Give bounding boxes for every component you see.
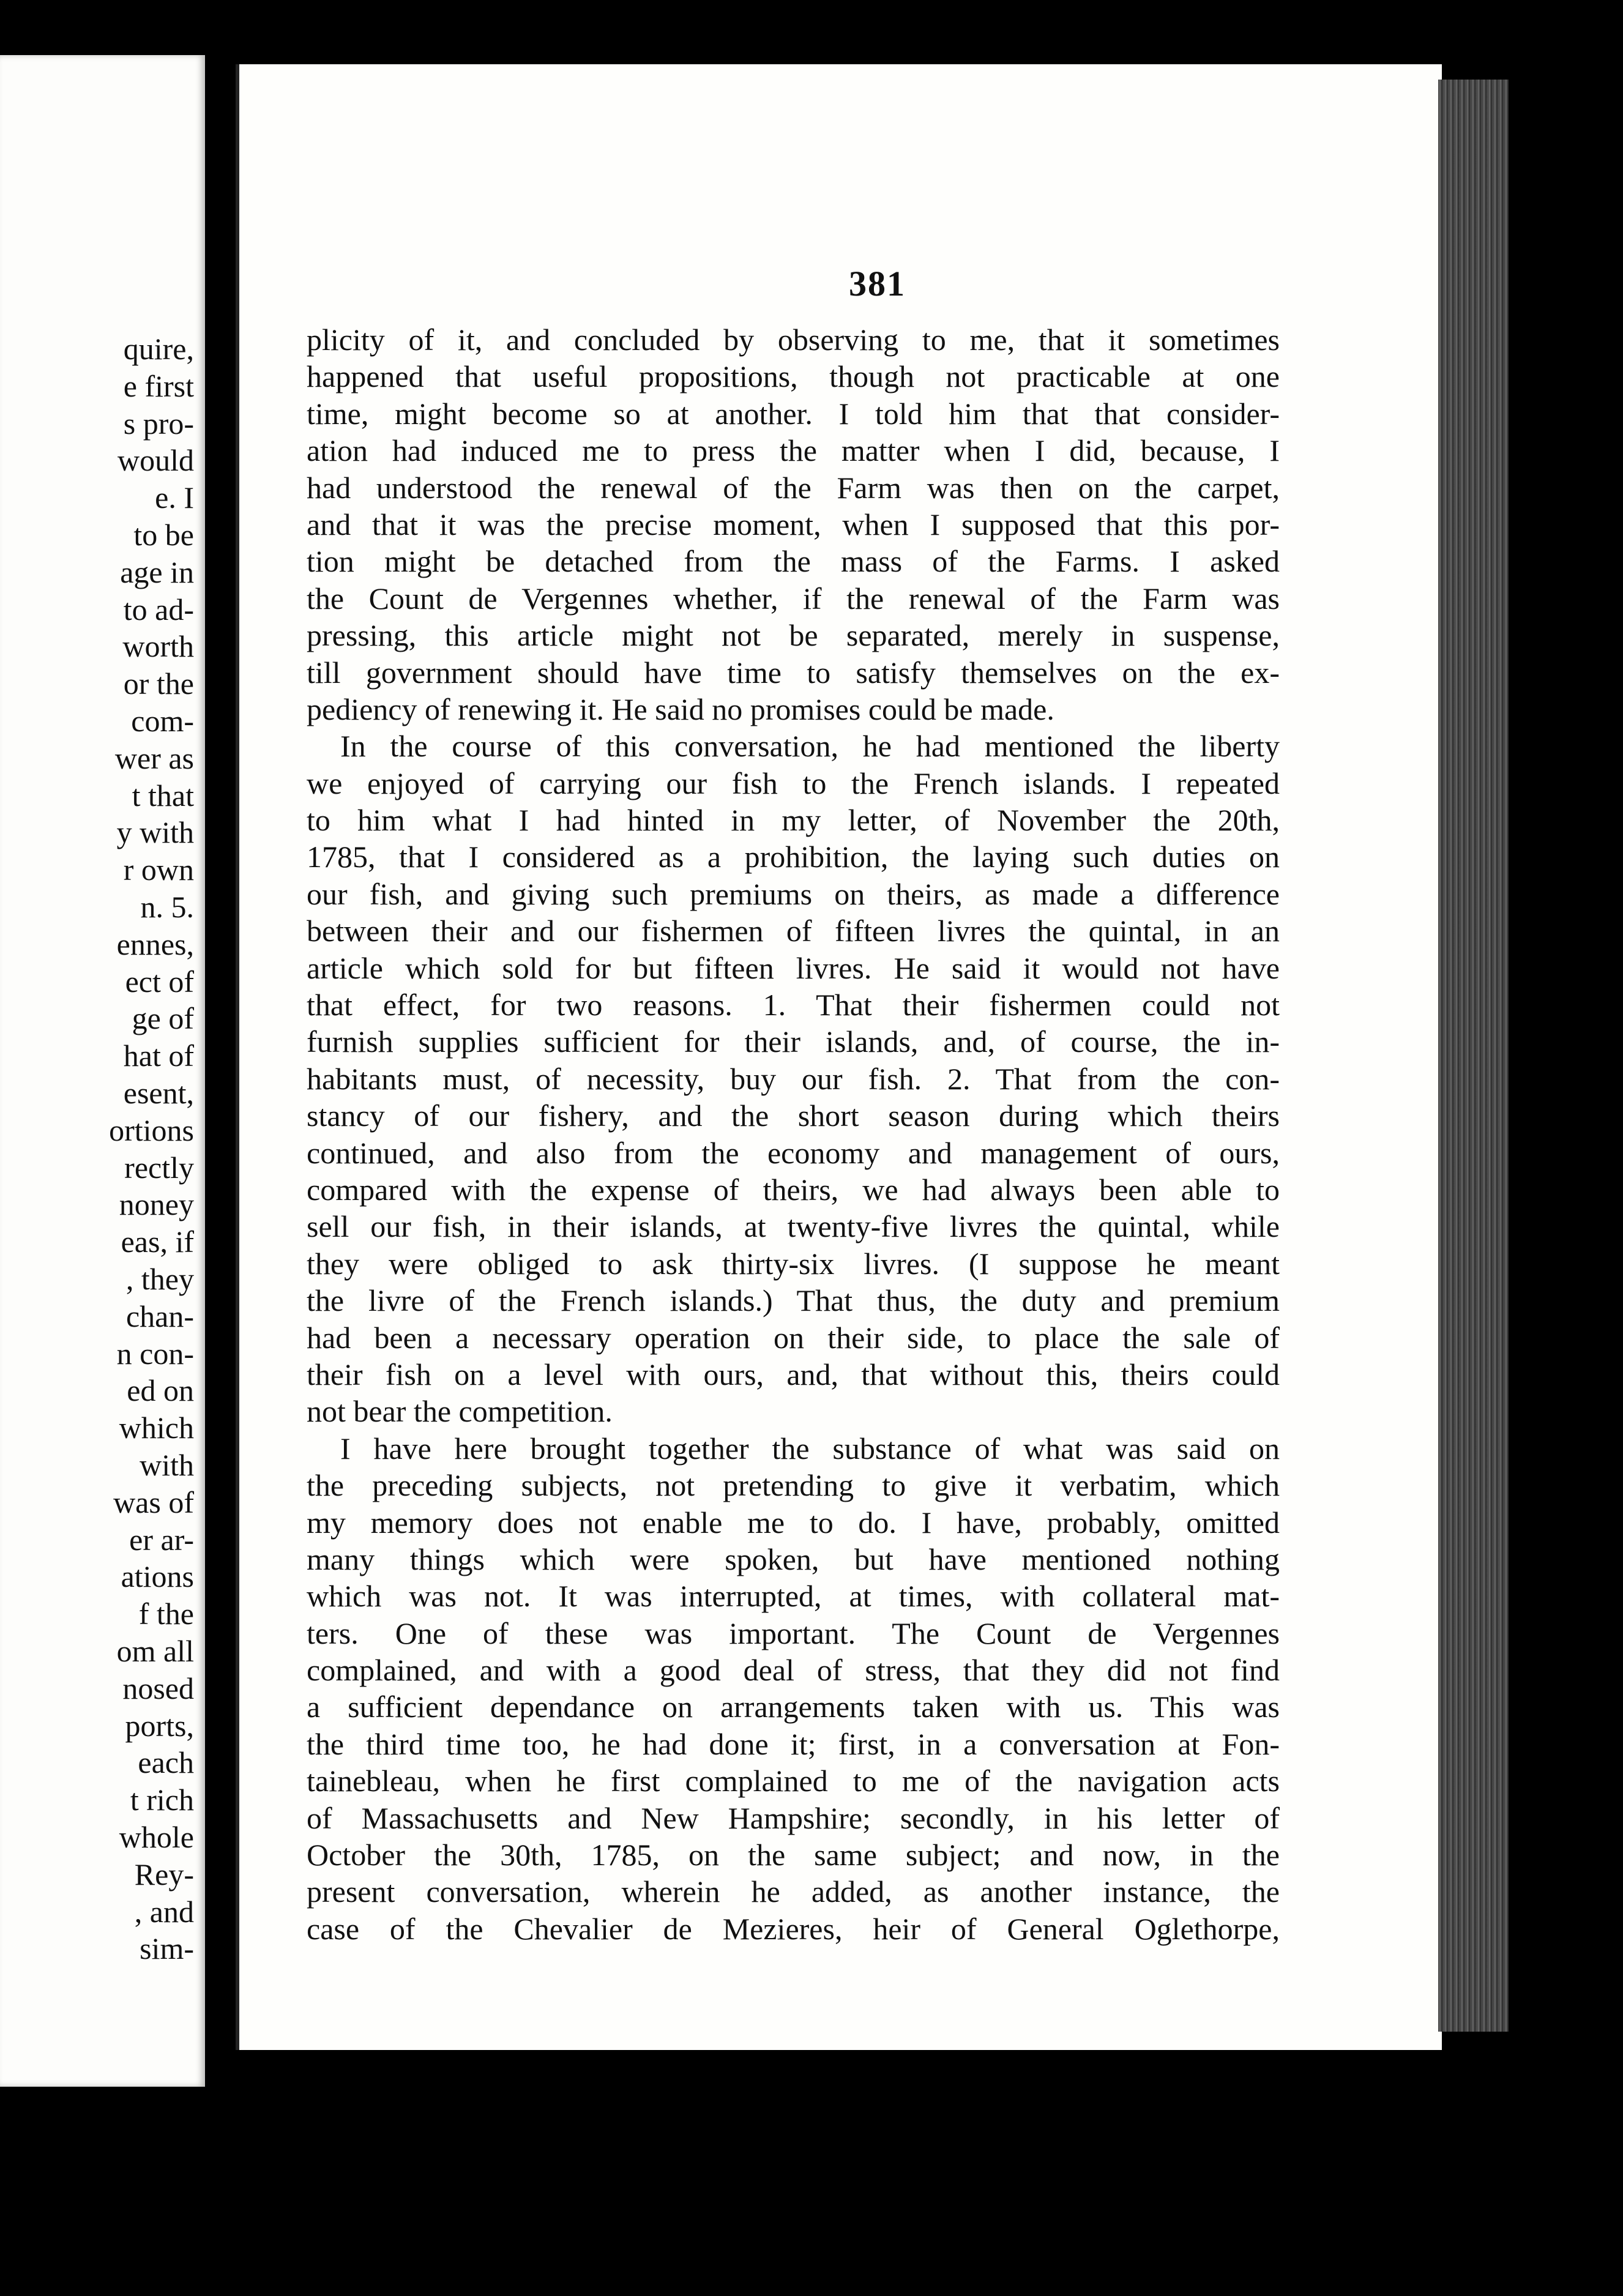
facing-page-line-fragment: esent,	[123, 1076, 194, 1110]
text-line: furnish supplies sufficient for their islands, and, of course, the in-	[307, 1024, 1280, 1059]
text-line: the livre of the French islands.) That thus, the duty and premium	[307, 1283, 1280, 1318]
facing-page-line-fragment: , they	[125, 1262, 194, 1296]
facing-page-line-fragment: wer as	[114, 740, 194, 775]
facing-page-line-fragment: om all	[116, 1634, 194, 1668]
facing-page-line-fragment: e. I	[155, 480, 194, 515]
text-line: their fish on a level with ours, and, that without this, theirs could	[307, 1357, 1280, 1392]
facing-page-line-fragment: , and	[134, 1894, 194, 1929]
text-line: present conversation, wherein he added, as another instance, the	[307, 1874, 1280, 1909]
facing-page-line-fragment: s pro-	[123, 406, 194, 441]
text-line: October the 30th, 1785, on the same subject; and now, in the	[307, 1838, 1280, 1873]
facing-page-line-fragment: to ad-	[123, 592, 194, 627]
text-line: many things which were spoken, but have mentioned nothing	[307, 1541, 1280, 1576]
text-line: case of the Chevalier de Mezieres, heir of General Oglethorpe,	[307, 1911, 1280, 1946]
facing-page-line-fragment: noney	[119, 1187, 194, 1222]
text-line: of Massachusetts and New Hampshire; secondly, in his letter of	[307, 1800, 1280, 1835]
text-line: that effect, for two reasons. 1. That their fishermen could not	[307, 988, 1280, 1023]
facing-page-line-fragment: n con-	[116, 1336, 194, 1371]
text-line: sell our fish, in their islands, at twenty-five livres the quintal, while	[307, 1209, 1280, 1244]
facing-page-line-fragment: age in	[120, 554, 194, 589]
text-line: a sufficient dependance on arrangements taken with us. This was	[307, 1690, 1280, 1724]
text-line: to him what I had hinted in my letter, of November the 20th,	[307, 803, 1280, 838]
facing-page	[0, 55, 205, 2087]
facing-page-line-fragment: hat of	[123, 1038, 194, 1073]
text-line: till government should have time to satisfy themselves on the ex-	[307, 655, 1280, 690]
book-page	[236, 64, 1442, 2050]
facing-page-line-fragment: er ar-	[129, 1522, 194, 1557]
facing-page-line-fragment: nosed	[122, 1671, 194, 1705]
text-line: time, might become so at another. I told him that that consider-	[307, 396, 1280, 431]
text-line: article which sold for but fifteen livres. He said it would not have	[307, 950, 1280, 985]
text-line: plicity of it, and concluded by observing to me, that it sometimes	[307, 322, 1280, 357]
facing-page-line-fragment: Rey-	[134, 1857, 194, 1892]
text-line: between their and our fishermen of fifteen livres the quintal, in an	[307, 914, 1280, 949]
facing-page-line-fragment: t that	[132, 778, 194, 813]
facing-page-line-fragment: ations	[121, 1559, 194, 1594]
text-line: In the course of this conversation, he had mentioned the liberty	[340, 729, 1280, 764]
text-line: the third time too, he had done it; first, in a conversation at Fon-	[307, 1726, 1280, 1761]
facing-page-line-fragment: ennes,	[116, 926, 194, 961]
text-line: had been a necessary operation on their side, to place the sale of	[307, 1320, 1280, 1355]
facing-page-line-fragment: each	[138, 1745, 194, 1780]
facing-page-line-fragment: whole	[119, 1820, 194, 1854]
facing-page-line-fragment: ect of	[125, 964, 194, 999]
text-line: which was not. It was interrupted, at times, with collateral mat-	[307, 1579, 1280, 1614]
facing-page-line-fragment: to be	[133, 518, 194, 552]
text-line: our fish, and giving such premiums on theirs, as made a difference	[307, 876, 1280, 911]
facing-page-line-fragment: chan-	[125, 1299, 194, 1333]
facing-page-line-fragment: ports,	[125, 1708, 194, 1743]
text-line: we enjoyed of carrying our fish to the French islands. I repeated	[307, 766, 1280, 800]
facing-page-line-fragment: would	[118, 443, 194, 478]
text-line: tainebleau, when he first complained to me of the navigation acts	[307, 1764, 1280, 1798]
facing-page-line-fragment: ortions	[109, 1113, 194, 1147]
text-line: the preceding subjects, not pretending to give it verbatim, which	[307, 1468, 1280, 1503]
text-line: ation had induced me to press the matter when I did, because, I	[307, 433, 1280, 468]
text-line: they were obliged to ask thirty-six livres. (I suppose he meant	[307, 1246, 1280, 1281]
text-line: continued, and also from the economy and management of ours,	[307, 1135, 1280, 1170]
text-line: ters. One of these was important. The Count de Vergennes	[307, 1616, 1280, 1650]
text-line: the Count de Vergennes whether, if the renewal of the Farm was	[307, 581, 1280, 616]
facing-page-line-fragment: n. 5.	[140, 890, 194, 924]
text-line: and that it was the precise moment, when I supposed that this por-	[307, 507, 1280, 542]
facing-page-line-fragment: y with	[116, 815, 194, 850]
text-line: complained, and with a good deal of stress, that they did not find	[307, 1653, 1280, 1688]
facing-page-line-fragment: com-	[131, 704, 194, 738]
facing-page-line-fragment: sim-	[140, 1931, 194, 1966]
facing-page-line-fragment: eas, if	[121, 1224, 194, 1259]
text-line: I have here brought together the substance of what was said on	[340, 1431, 1280, 1466]
facing-page-line-fragment: which	[119, 1411, 194, 1445]
text-line: pressing, this article might not be separated, merely in suspense,	[307, 618, 1280, 653]
text-line: pediency of renewing it. He said no promises could be made.	[307, 691, 1054, 726]
facing-page-line-fragment: with	[140, 1448, 194, 1482]
facing-page-line-fragment: quire,	[123, 332, 194, 366]
facing-page-line-fragment: ge of	[132, 1001, 194, 1036]
facing-page-line-fragment: t rich	[130, 1783, 194, 1817]
facing-page-line-fragment: was of	[113, 1485, 194, 1519]
text-line: stancy of our fishery, and the short season during which theirs	[307, 1098, 1280, 1133]
body-text	[307, 321, 1280, 1947]
facing-page-line-fragment: e first	[123, 368, 194, 403]
page-number: 381	[849, 264, 906, 304]
text-line: habitants must, of necessity, buy our fish. 2. That from the con-	[307, 1061, 1280, 1096]
facing-page-line-fragment: worth	[122, 629, 194, 664]
facing-page-line-fragment: f the	[138, 1597, 194, 1631]
text-line: not bear the competition.	[307, 1394, 613, 1429]
text-line: 1785, that I considered as a prohibition, the laying such duties on	[307, 840, 1280, 874]
page-edges	[1438, 80, 1509, 2032]
text-line: happened that useful propositions, though not practicable at one	[307, 359, 1280, 394]
facing-page-line-fragment: rectly	[124, 1150, 194, 1185]
text-line: compared with the expense of theirs, we had always been able to	[307, 1172, 1280, 1207]
text-line: had understood the renewal of the Farm was then on the carpet,	[307, 470, 1280, 505]
text-line: tion might be detached from the mass of the Farms. I asked	[307, 544, 1280, 579]
facing-page-line-fragment: r own	[123, 852, 194, 887]
text-line: my memory does not enable me to do. I have, probably, omitted	[307, 1505, 1280, 1540]
facing-page-line-fragment: or the	[123, 666, 194, 701]
facing-page-line-fragment: ed on	[127, 1373, 194, 1408]
